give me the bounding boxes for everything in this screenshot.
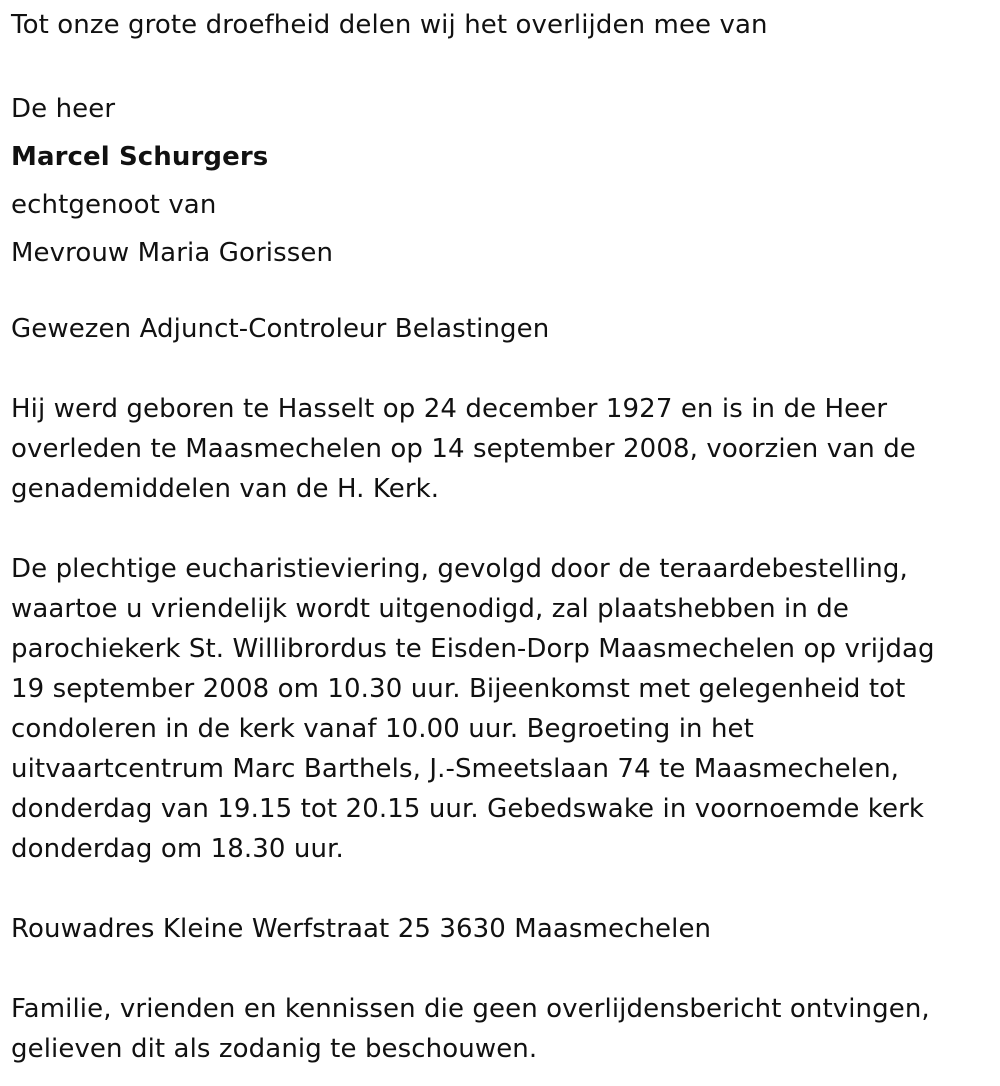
paragraph-line: Hij werd geboren te Hasselt op 24 december 1927 en is in de Heer xyxy=(11,394,888,424)
spacer xyxy=(11,509,986,549)
ceremony-paragraph xyxy=(11,549,986,869)
intro-text: Tot onze grote droefheid delen wij het overlijden mee van xyxy=(11,10,768,40)
paragraph-line: gelieven dit als zodanig te beschouwen. xyxy=(11,1034,538,1064)
paragraph-line: parochiekerk St. Willibrordus te Eisden-Dorp Maasmechelen op vrijdag xyxy=(11,634,935,664)
spacer xyxy=(11,45,986,85)
paragraph-line: donderdag van 19.15 tot 20.15 uur. Gebedswake in voornoemde kerk xyxy=(11,794,925,824)
occupation-text: Gewezen Adjunct-Controleur Belastingen xyxy=(11,314,550,344)
paragraph-line: uitvaartcentrum Marc Barthels, J.-Smeetslaan 74 te Maasmechelen, xyxy=(11,754,900,784)
paragraph-line: De plechtige eucharistieviering, gevolgd door de teraardebestelling, xyxy=(11,554,908,584)
mourning-address: Rouwadres Kleine Werfstraat 25 3630 Maasmechelen xyxy=(11,914,712,944)
spacer xyxy=(11,869,986,909)
paragraph-line: donderdag om 18.30 uur. xyxy=(11,834,344,864)
paragraph-line: Familie, vrienden en kennissen die geen overlijdensbericht ontvingen, xyxy=(11,994,930,1024)
salutation-text: De heer xyxy=(11,94,116,124)
relation-text: echtgenoot van xyxy=(11,190,217,220)
birth-death-paragraph xyxy=(11,389,986,509)
deceased-name: Marcel Schurgers xyxy=(11,142,269,172)
spacer xyxy=(11,949,986,989)
spacer xyxy=(11,349,986,389)
paragraph-line: overleden te Maasmechelen op 14 september 2008, voorzien van de xyxy=(11,434,916,464)
spouse-name: Mevrouw Maria Gorissen xyxy=(11,238,334,268)
paragraph-line: genademiddelen van de H. Kerk. xyxy=(11,474,440,504)
paragraph-line: waartoe u vriendelijk wordt uitgenodigd, zal plaatshebben in de xyxy=(11,594,849,624)
paragraph-line: 19 september 2008 om 10.30 uur. Bijeenkomst met gelegenheid tot xyxy=(11,674,906,704)
spacer xyxy=(11,277,986,309)
paragraph-line: condoleren in de kerk vanaf 10.00 uur. Begroeting in het xyxy=(11,714,754,744)
death-notice xyxy=(11,5,986,1069)
closing-paragraph xyxy=(11,989,986,1069)
